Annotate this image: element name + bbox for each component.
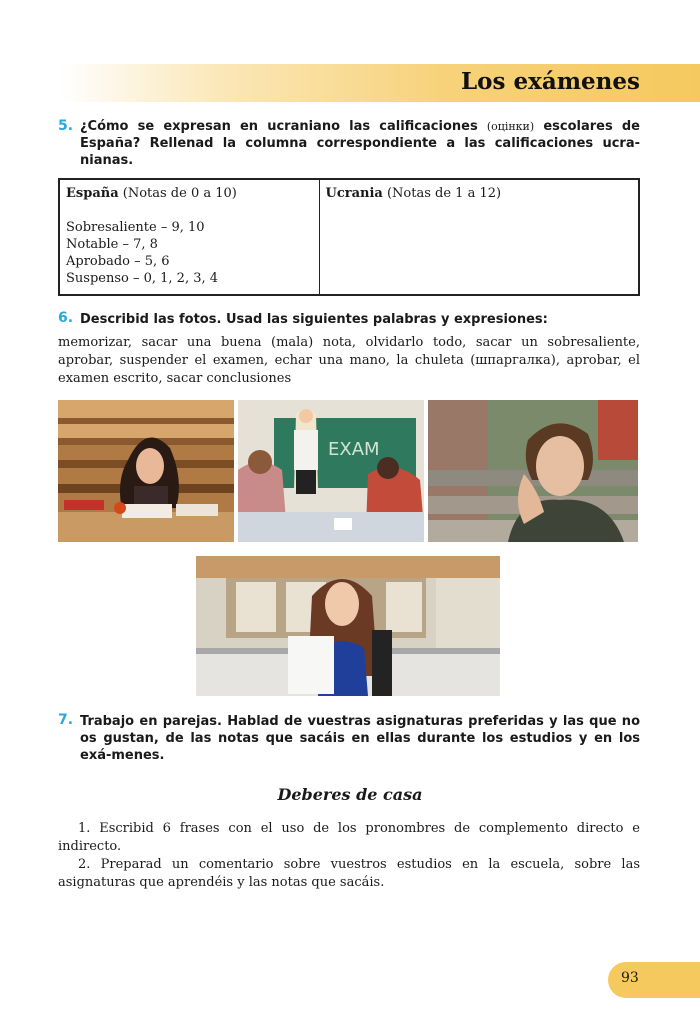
homework-item-1: 1. Escribid 6 frases con el uso de los pronombres de complemento directo e indirecto.	[58, 821, 640, 854]
spain-header-rest: (Notas de 0 a 10)	[118, 186, 237, 201]
photo-stressed-student	[58, 400, 234, 542]
page-title: Los exámenes	[461, 68, 640, 95]
exercise-5-number: 5.	[58, 118, 74, 134]
grade-item: Aprobado – 5, 6	[66, 254, 170, 269]
photo-classroom-exam	[238, 400, 424, 542]
ukraine-column[interactable]	[319, 179, 639, 295]
exercise-7-text: Trabajo en parejas. Hablad de vuestras asignaturas preferidas y las que no os gustan, de las notas que sacáis en ellas durante los estudios y en los exá-menes.	[80, 714, 640, 763]
ukraine-header-rest: (Notas de 1 a 12)	[382, 186, 502, 201]
exercise-5-text-b: escolares de España? Rellenad la columna correspondiente a las calificaciones ucra-nianas.	[80, 119, 640, 168]
exercise-5-text-a: ¿Cómo se expresan en ucraniano las calificaciones	[80, 119, 487, 134]
ukraine-header-bold: Ucrania	[325, 186, 383, 201]
grade-item: Sobresaliente – 9, 10	[66, 220, 205, 235]
exercise-7-number: 7.	[58, 712, 74, 728]
exercise-6-vocabulary: memorizar, sacar una buena (mala) nota, olvidarlo todo, sacar un sobresaliente, aprobar, suspender el examen, echar una mano, la chuleta (шпаргалка), aprobar, el examen escrito, sacar conclusiones	[58, 335, 640, 386]
exercise-6-text: Describid las fotos. Usad las siguientes palabras y expresiones:	[80, 312, 548, 327]
grade-item: Notable – 7, 8	[66, 237, 158, 252]
grades-table	[58, 178, 640, 296]
ukraine-column-header	[326, 185, 633, 202]
grade-item: Suspenso – 0, 1, 2, 3, 4	[66, 271, 219, 286]
photo-worried-boy	[428, 400, 638, 542]
exercise-5-text	[80, 118, 640, 169]
chalkboard-text: EXAM	[328, 439, 380, 460]
spain-grade-list	[66, 219, 313, 287]
homework-title: Deberes de casa	[277, 785, 423, 804]
spain-column-header	[66, 185, 313, 202]
photo-happy-student	[196, 556, 500, 696]
spain-column	[59, 179, 319, 295]
homework-item-2: 2. Preparad un comentario sobre vuestros estudios en la escuela, sobre las asignaturas que aprendéis y las notas que sacáis.	[58, 857, 640, 890]
spain-header-bold: España	[66, 186, 119, 201]
exercise-5-text-small: (оцінки)	[486, 120, 535, 133]
exercise-6-number: 6.	[58, 310, 74, 326]
page-number: 93	[621, 970, 639, 986]
